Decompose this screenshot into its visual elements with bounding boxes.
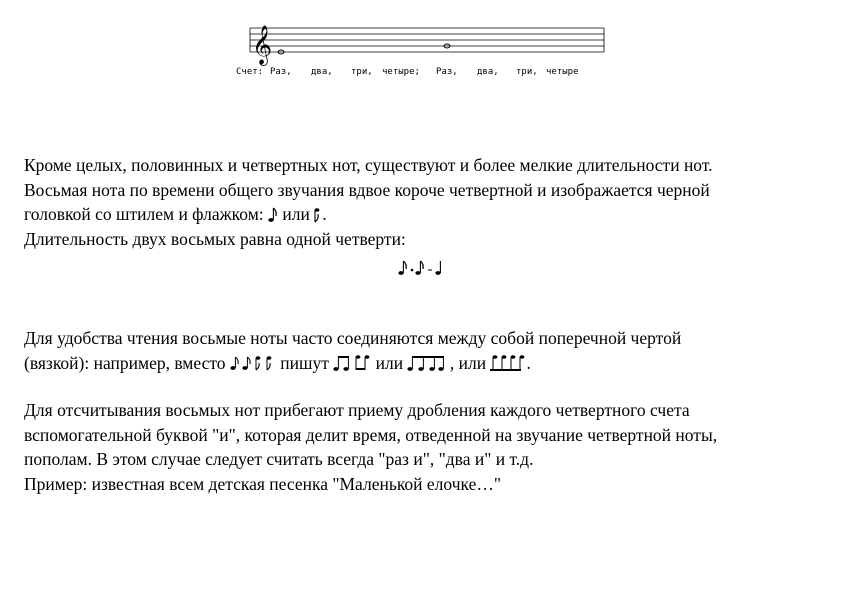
count-word: три, bbox=[516, 67, 538, 77]
count-word: два, bbox=[477, 67, 499, 77]
count-word: четыре bbox=[546, 67, 579, 77]
separate-eighths-icon bbox=[230, 354, 276, 372]
paragraph-durations: Кроме целых, половинных и четвертных нот, существуют и более мелкие длительности нот. Восьмая нота по времени общего звучания вдвое короче четвертной и изображается черной головкой со штилем и флажком: или . Длительность двух восьмых равна одной четверти: bbox=[24, 155, 713, 249]
beamed-eighths-down-icon bbox=[490, 354, 526, 372]
quarter-note-icon bbox=[435, 261, 440, 275]
count-word: четыре; bbox=[382, 67, 420, 77]
count-label: Счет: bbox=[236, 67, 264, 77]
count-word: Раз, bbox=[270, 67, 292, 77]
count-word: два, bbox=[311, 67, 333, 77]
paragraph-counting: Для отсчитывания восьмых нот прибегают приему дробления каждого четвертного счета вспомогательной буквой "и", которая делит время, отведенной на звучание четвертной ноты, пополам. В этом случае следует считать всегда "раз и", "два и" и т.д. Пример: известная всем детская песенка "Маленькой елочке…" bbox=[24, 400, 718, 494]
eighth-note-icon bbox=[268, 207, 278, 223]
treble-clef-icon: 𝄞 bbox=[252, 25, 273, 65]
beamed-eighths-icon bbox=[407, 354, 445, 372]
count-word: три, bbox=[351, 67, 373, 77]
paragraph-beams: Для удобства чтения восьмые ноты часто соединяются между собой поперечной чертой (вязкой): например, вместо пишут или , или . bbox=[24, 328, 682, 373]
eighth-note-icon bbox=[398, 261, 406, 275]
equation-two-eighths-equal-quarter bbox=[398, 258, 448, 278]
beamed-eighths-icon bbox=[333, 354, 371, 372]
eighth-note-icon bbox=[415, 261, 423, 275]
count-word: Раз, bbox=[436, 67, 458, 77]
music-staff bbox=[236, 18, 608, 66]
